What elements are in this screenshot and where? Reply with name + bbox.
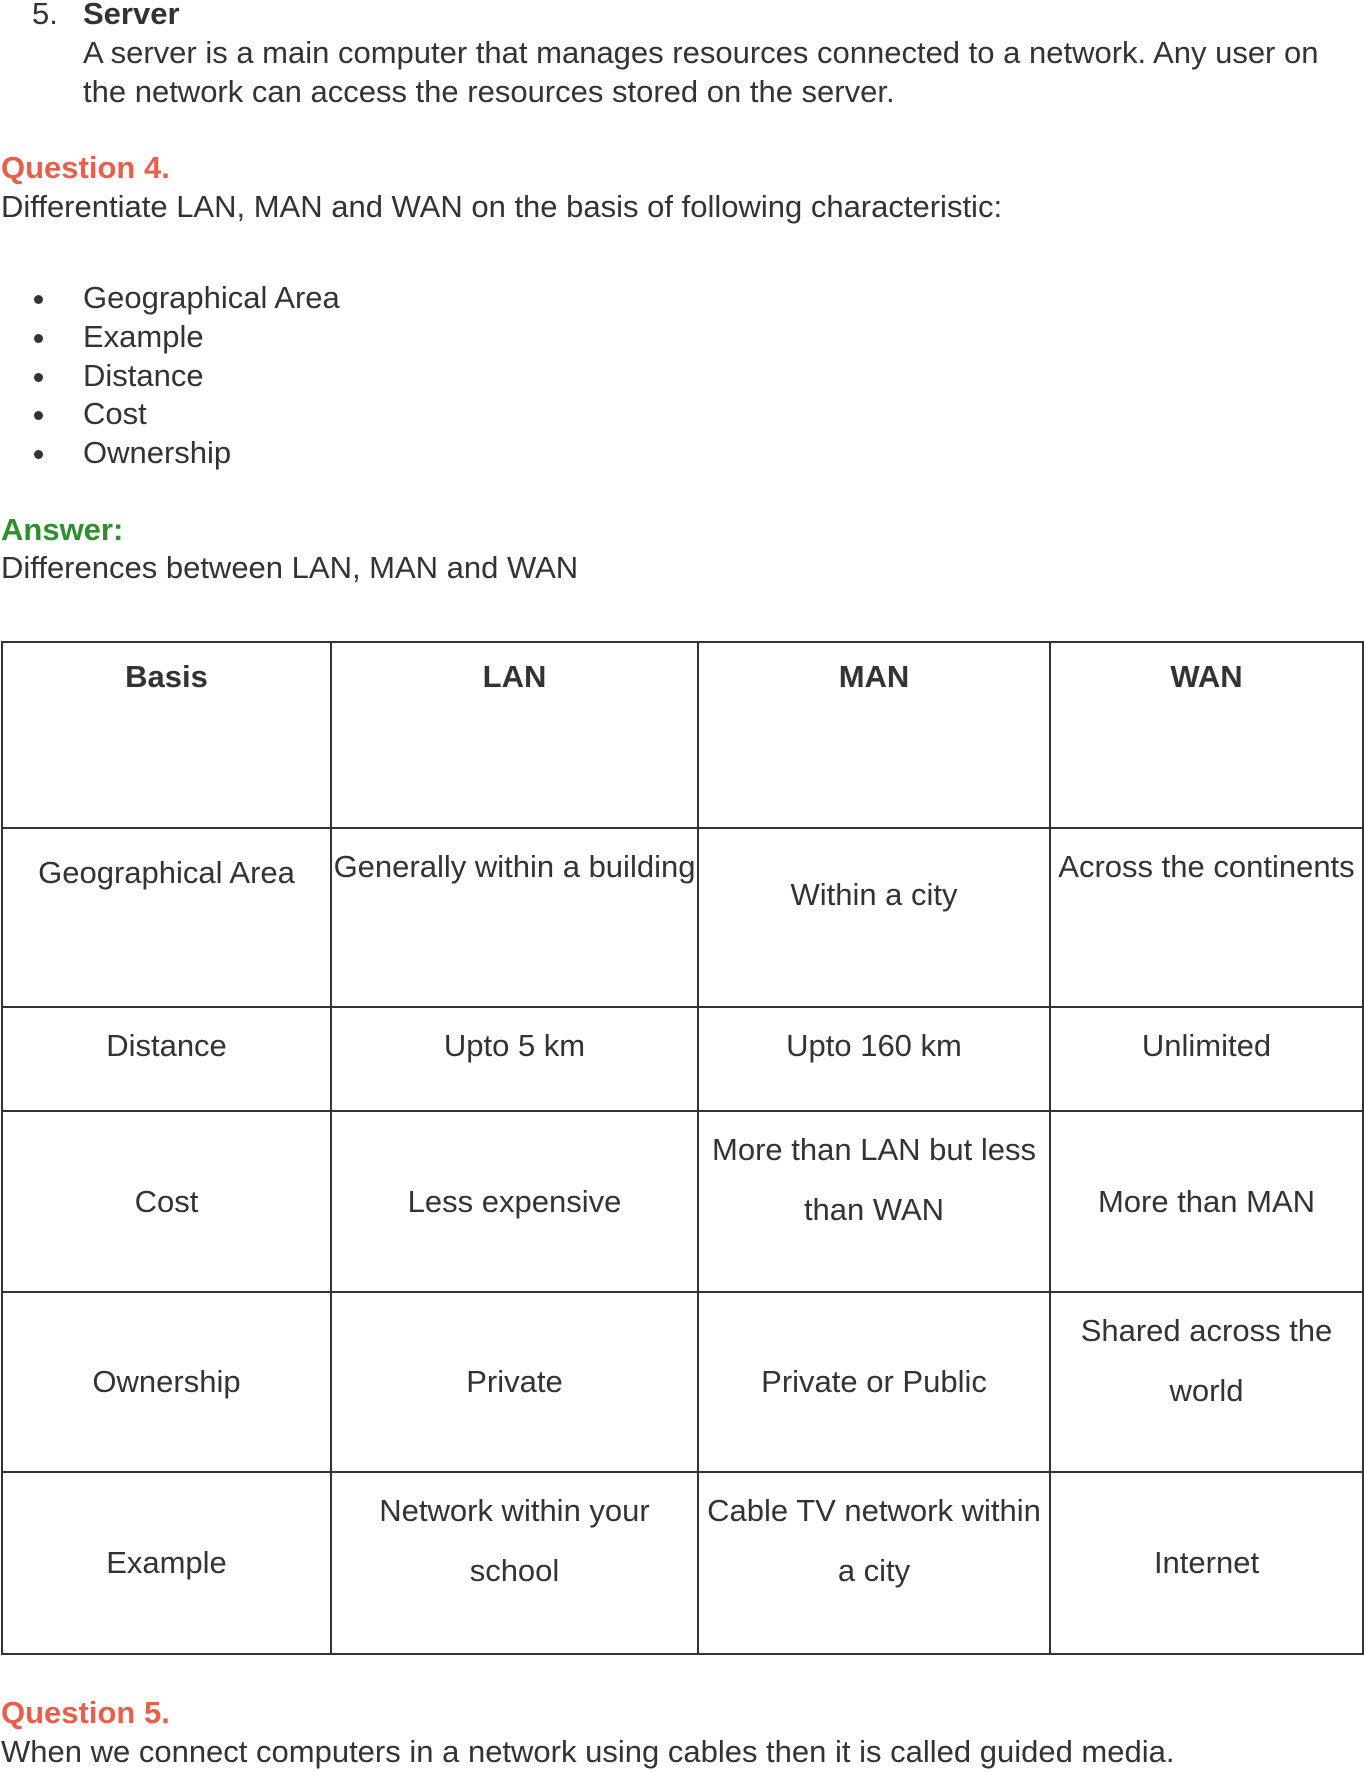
table-header-row bbox=[2, 642, 1363, 828]
list-item: Cost bbox=[0, 395, 340, 434]
header-lan: LAN bbox=[331, 642, 698, 828]
list-item: Example bbox=[0, 318, 340, 357]
bullet-icon bbox=[34, 334, 43, 343]
table-cell: Cost bbox=[2, 1111, 331, 1292]
table-cell: Internet bbox=[1050, 1472, 1363, 1654]
table-cell: Private or Public bbox=[698, 1292, 1050, 1472]
table-cell: Distance bbox=[2, 1007, 331, 1111]
header-wan: WAN bbox=[1050, 642, 1363, 828]
header-man: MAN bbox=[698, 642, 1050, 828]
table-cell: Network within your school bbox=[331, 1472, 698, 1654]
question-4-heading: Question 4. bbox=[1, 150, 170, 185]
table-cell: Upto 160 km bbox=[698, 1007, 1050, 1111]
table-cell: Geographical Area bbox=[2, 828, 331, 1007]
table-cell: Less expensive bbox=[331, 1111, 698, 1292]
table-cell: Private bbox=[331, 1292, 698, 1472]
table-row bbox=[2, 1472, 1363, 1654]
table-cell: More than MAN bbox=[1050, 1111, 1363, 1292]
table-row bbox=[2, 1007, 1363, 1111]
table-cell: More than LAN but less than WAN bbox=[698, 1111, 1050, 1292]
list-item: Distance bbox=[0, 357, 340, 396]
question-5-text: When we connect computers in a network using cables then it is called guided media. bbox=[1, 1734, 1175, 1769]
table-cell: Upto 5 km bbox=[331, 1007, 698, 1111]
table-cell: Generally within a building bbox=[331, 828, 698, 1007]
table-cell: Cable TV network within a city bbox=[698, 1472, 1050, 1654]
bullet-icon bbox=[34, 373, 43, 382]
table-cell: Unlimited bbox=[1050, 1007, 1363, 1111]
server-title: Server bbox=[83, 0, 180, 31]
table-cell: Ownership bbox=[2, 1292, 331, 1472]
list-item: Ownership bbox=[0, 434, 340, 473]
list-item: Geographical Area bbox=[0, 279, 340, 318]
bullet-icon bbox=[34, 411, 43, 420]
server-description: A server is a main computer that manages resources connected to a network. Any user on the network can access the resources stored on the server. bbox=[83, 35, 1319, 109]
table-cell: Example bbox=[2, 1472, 331, 1654]
comparison-table bbox=[1, 641, 1364, 1655]
table-row bbox=[2, 1292, 1363, 1472]
answer-intro: Differences between LAN, MAN and WAN bbox=[1, 550, 579, 585]
bullet-icon bbox=[34, 295, 43, 304]
bullet-icon bbox=[34, 450, 43, 459]
answer-heading: Answer: bbox=[1, 512, 124, 547]
table-row bbox=[2, 1111, 1363, 1292]
header-basis: Basis bbox=[2, 642, 331, 828]
question-5-heading: Question 5. bbox=[1, 1695, 170, 1730]
table-cell: Within a city bbox=[698, 828, 1050, 1007]
characteristics-list bbox=[0, 279, 340, 473]
table-cell: Shared across the world bbox=[1050, 1292, 1363, 1472]
table-row bbox=[2, 828, 1363, 1007]
table-cell: Across the continents bbox=[1050, 828, 1363, 1007]
question-4-prompt: Differentiate LAN, MAN and WAN on the basis of following characteristic: bbox=[1, 189, 1003, 224]
list-number: 5. bbox=[32, 0, 58, 31]
